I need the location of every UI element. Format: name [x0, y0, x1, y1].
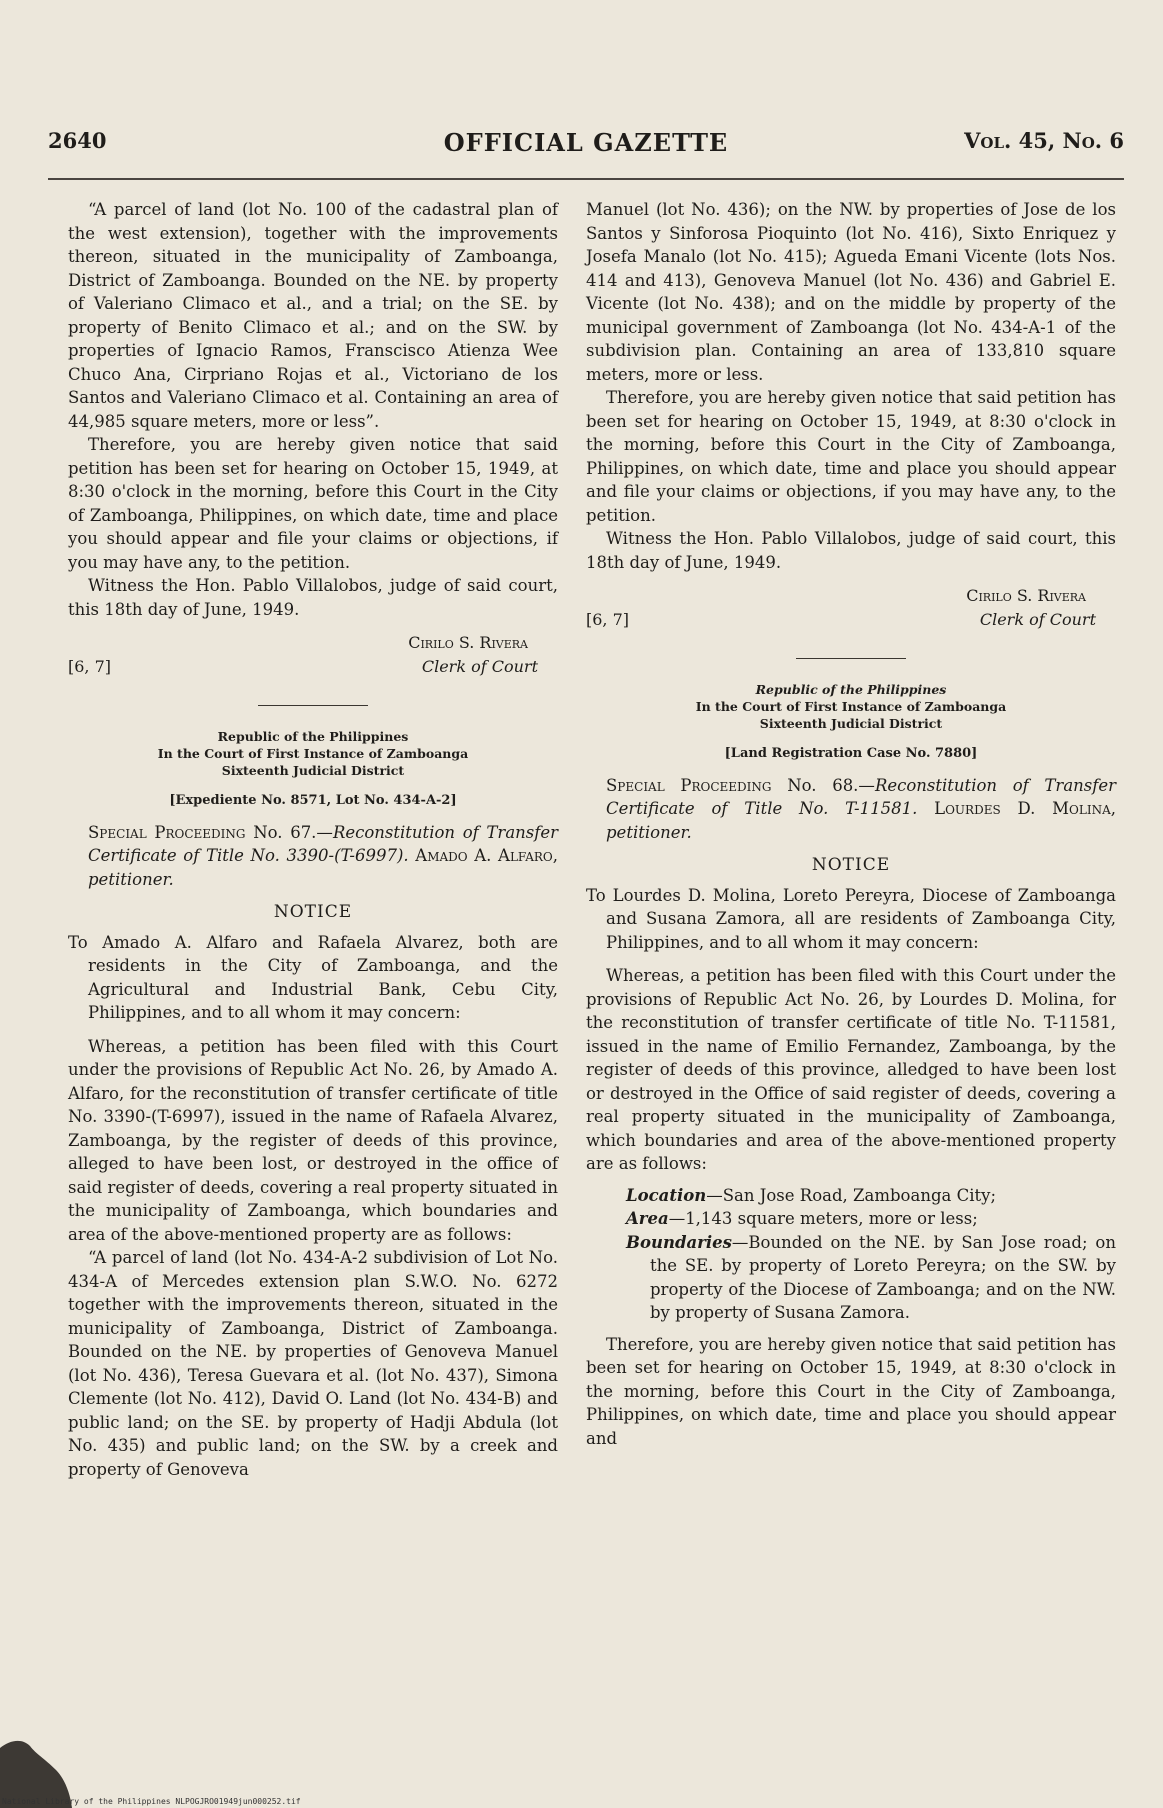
court-heading: [586, 681, 1116, 732]
publication-title: OFFICIAL GAZETTE: [443, 128, 729, 157]
addressees: To Lourdes D. Molina, Loreto Pereyra, Diocese of Zamboanga and Susana Zamora, all are residents of Zamboanga City, Philippines, and to all whom it may concern:: [586, 885, 1116, 952]
location-value: —San Jose Road, Zamboanga City;: [706, 1185, 996, 1205]
sp-number: No. 67.—: [253, 822, 333, 842]
section-divider: [796, 658, 906, 659]
area-item: [626, 1207, 1116, 1231]
right-column: [586, 198, 1116, 1450]
sp-title: Reconstitution of Transfer Certificate of Title No. T-11581.: [606, 775, 1117, 818]
hearing-notice: Therefore, you are hereby given notice that said petition has been set for hearing on October 15, 1949, at 8:30 o'clock in the morning, before this Court in the City of Zamboanga, Philippines, on which date, time and place you should appear and file your claims or objections, if you may have any, to the petition.: [68, 435, 558, 572]
sp-label: Special Proceeding: [606, 775, 772, 795]
header-rule: [48, 178, 1124, 180]
republic-line: Republic of the Philippines: [217, 729, 409, 744]
boundaries-item: [626, 1231, 1116, 1325]
witness-line: Witness the Hon. Pablo Villalobos, judge of said court, this 18th day of June, 1949.: [586, 529, 1116, 572]
clerk-name: Cirilo S. Rivera: [408, 633, 528, 652]
area-value: —1,143 square meters, more or less;: [668, 1209, 978, 1228]
sp-petitioner-role: petitioner.: [606, 822, 692, 842]
special-proceeding: [586, 774, 1116, 845]
parcel-description-continued: Manuel (lot No. 436); on the NW. by properties of Jose de los Santos y Sinforosa Pioquinto (lot No. 416), Sixto Enriquez y Josefa Manalo (lot No. 415); Agueda Emani Vicente (lots Nos. 414 and 413), Genoveva Manuel (lot No. 436) and Gabriel E. Vicente (lot No. 438); and on the middle by property of the municipal government of Zamboanga (lot No. 434-A-1 of the subdivision plan. Containing an area of 133,810 square meters, more or less.: [586, 200, 1116, 384]
sp-title: Reconstitution of Transfer Certificate of Title No. 3390-(T-6997).: [88, 822, 559, 865]
hearing-notice: Therefore, you are hereby given notice that said petition has been set for hearing on October 15, 1949, at 8:30 o'clock in the morning, before this Court in the City of Zamboanga, Philippines, on which date, time and place you should appear and file your claims or objections, if you may have any, to the petition.: [586, 388, 1116, 525]
sp-number: No. 68.—: [787, 775, 875, 795]
issue-reference: [6, 7]: [586, 610, 630, 629]
sp-petitioner-role: petitioner.: [88, 869, 174, 889]
whereas-paragraph: Whereas, a petition has been filed with this Court under the provisions of Republic Act No. 26, by Amado A. Alfaro, for the reconstitution of transfer certificate of title No. 3390-(T-6997), issued in the name of Rafaela Alvarez, Zamboanga, by the register of deeds of this province, alleged to have been lost, or destroyed in the office of said register of deeds, covering a real property situated in the municipality of Zamboanga, which boundaries and area of the above-mentioned property are as follows:: [68, 1036, 558, 1244]
court-line: In the Court of First Instance of Zamboanga: [157, 746, 469, 761]
location-label: Location: [626, 1185, 707, 1205]
left-column: [68, 198, 558, 1481]
case-number: [Land Registration Case No. 7880]: [724, 746, 978, 761]
republic-line: Republic of the Philippines: [755, 682, 947, 697]
notice-heading: NOTICE: [811, 855, 891, 875]
page-number: 2640: [48, 128, 107, 153]
case-number: [Expediente No. 8571, Lot No. 434-A-2]: [169, 793, 457, 808]
sp-label: Special Proceeding: [88, 822, 246, 842]
page-header: [48, 128, 1124, 164]
location-item: [626, 1184, 1116, 1208]
clerk-role: Clerk of Court: [421, 657, 538, 676]
witness-line: Witness the Hon. Pablo Villalobos, judge of said court, this 18th day of June, 1949.: [68, 576, 558, 619]
sp-petitioner: Amado A. Alfaro,: [415, 846, 558, 865]
district-line: Sixteenth Judicial District: [221, 763, 405, 778]
addressees: To Amado A. Alfaro and Rafaela Alvarez, both are residents in the City of Zamboanga, and the Agricultural and Industrial Bank, Cebu City, Philippines, and to all whom it may concern:: [68, 932, 558, 1022]
property-details: [626, 1184, 1116, 1325]
district-line: Sixteenth Judicial District: [759, 716, 943, 731]
clerk-role: Clerk of Court: [979, 610, 1096, 629]
scan-thumb-artifact: [0, 1718, 72, 1808]
notice-heading: NOTICE: [273, 902, 353, 922]
court-line: In the Court of First Instance of Zamboanga: [695, 699, 1007, 714]
issue-reference: [6, 7]: [68, 657, 112, 676]
section-divider: [258, 705, 368, 706]
boundaries-label: Boundaries: [626, 1232, 732, 1252]
signature-block: [586, 584, 1116, 634]
area-label: Area: [626, 1209, 669, 1228]
special-proceeding: [68, 821, 558, 892]
hearing-notice-2: Therefore, you are hereby given notice that said petition has been set for hearing on October 15, 1949, at 8:30 o'clock in the morning, before this Court in the City of Zamboanga, Philippines, on which date, time and place you should appear and: [586, 1334, 1116, 1448]
clerk-name: Cirilo S. Rivera: [966, 586, 1086, 605]
boundaries-value: —Bounded on the NE. by San Jose road; on the SE. by property of Loreto Pereyra; on the SW. by property of the Diocese of Zamboanga; and on the NW. by property of Susana Zamora.: [650, 1232, 1116, 1322]
sp-petitioner: Lourdes D. Molina,: [934, 799, 1117, 818]
scan-footer: National Library of the Philippines NLPOGJRO01949jun000252.tif: [2, 1797, 301, 1806]
parcel-description-100: “A parcel of land (lot No. 100 of the cadastral plan of the west extension), together with the improvements thereon, situated in the municipality of Zamboanga, District of Zamboanga. Bounded on the NE. by property of Valeriano Climaco et al., and a trial; on the SE. by property of Benito Climaco et al.; and on the SW. by properties of Ignacio Ramos, Franscisco Atienza Wee Chuco Ana, Cirpriano Rojas et al., Victoriano de los Santos and Valeriano Climaco et al. Containing an area of 44,985 square meters, more or less”.: [68, 200, 558, 431]
court-heading: [68, 728, 558, 779]
signature-block: [68, 631, 558, 681]
parcel-description-434: “A parcel of land (lot No. 434-A-2 subdivision of Lot No. 434-A of Mercedes extension plan S.W.O. No. 6272 together with the improvements thereon, situated in the municipality of Zamboanga, District of Zamboanga. Bounded on the NE. by properties of Genoveva Manuel (lot No. 436), Teresa Guevara et al. (lot No. 437), Simona Clemente (lot No. 412), David O. Land (lot No. 434-B) and public land; on the SE. by property of Hadji Abdula (lot No. 435) and public land; on the SW. by a creek and property of Genoveva: [68, 1248, 558, 1479]
volume-number: Vol. 45, No. 6: [964, 128, 1124, 153]
whereas-paragraph: Whereas, a petition has been filed with this Court under the provisions of Republic Act No. 26, by Lourdes D. Molina, for the reconstitution of transfer certificate of title No. T-11581, issued in the name of Emilio Fernandez, Zamboanga, by the register of deeds of this province, alledged to have been lost or destroyed in the Office of said register of deeds, covering a real property situated in the municipality of Zamboanga, which boundaries and area of the above-mentioned property are as follows:: [586, 966, 1116, 1173]
